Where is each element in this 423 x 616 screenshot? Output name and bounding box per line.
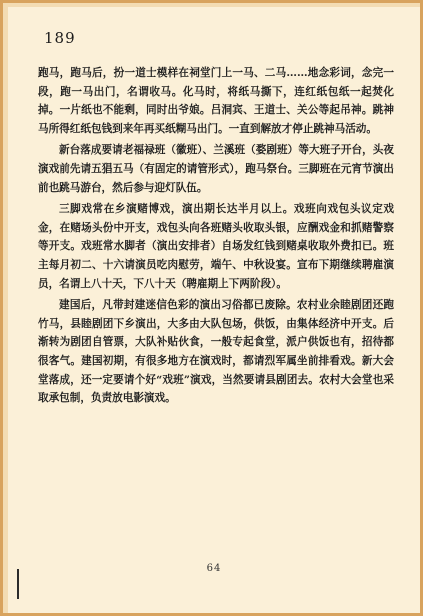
document-page [8,7,420,613]
paragraph-1: 跑马，跑马后，扮一道士模样在祠堂门上一马、二马……地念彩词，念完一段，跑一马出门，名谓收马。化马时，将纸马撕下，连红纸包纸一起焚化掉。一片纸也不能剩，同时出爷娘。吕洞宾、王道士、关公等起吊神。跳神马所得红纸包钱到来年再买纸糊马出门。一直到解放才停止跳神马活动。 [38,67,394,135]
page-number-top: 189 [44,29,76,47]
paragraph-2: 新台落成要请老福禄班（徽班）、兰溪班（婺剧班）等大班子开台，头夜演戏前先请五猖五马（有固定的请管形式），跑马祭台。三脚班在元宵节演出前也跳马游台，然后参与迎灯队伍。 [38,144,394,194]
binding-mark [17,569,19,599]
paragraph-4: 建国后，凡带封建迷信色彩的演出习俗都已废除。农村业余睦剧团还跑竹马，县睦剧团下乡演出，大多由大队包场，供饭，由集体经济中开支。后渐转为剧团自管票，大队补贴伙食，一般专起食堂，派户供饭也有，招待都很客气。建国初期，有很多地方在演戏时，都请烈军属坐前排看戏。新大会堂落成，还一定要请个好“戏班”演戏，当然要请县剧团去。农村大会堂也采取承包制，负责放电影演戏。 [38,299,394,405]
body-text [38,64,394,411]
page-number-bottom: 64 [206,563,222,574]
paragraph-3: 三脚戏常在乡演赌博戏，演出期长达半月以上。戏班向戏包头议定戏金，在赌场头份中开支，戏包头向各班赌头收取头银，应酬戏金和抓赌警察等开支。戏班常水脚者（演出安排者）自场发红钱到赌桌收取外费扣已。班主每月初二、十六请演员吃肉慰劳，端午、中秋设宴。宣布下期继续聘雇演员，名谓上八十天，下八十天（聘雇期上下两阶段）。 [38,203,394,290]
